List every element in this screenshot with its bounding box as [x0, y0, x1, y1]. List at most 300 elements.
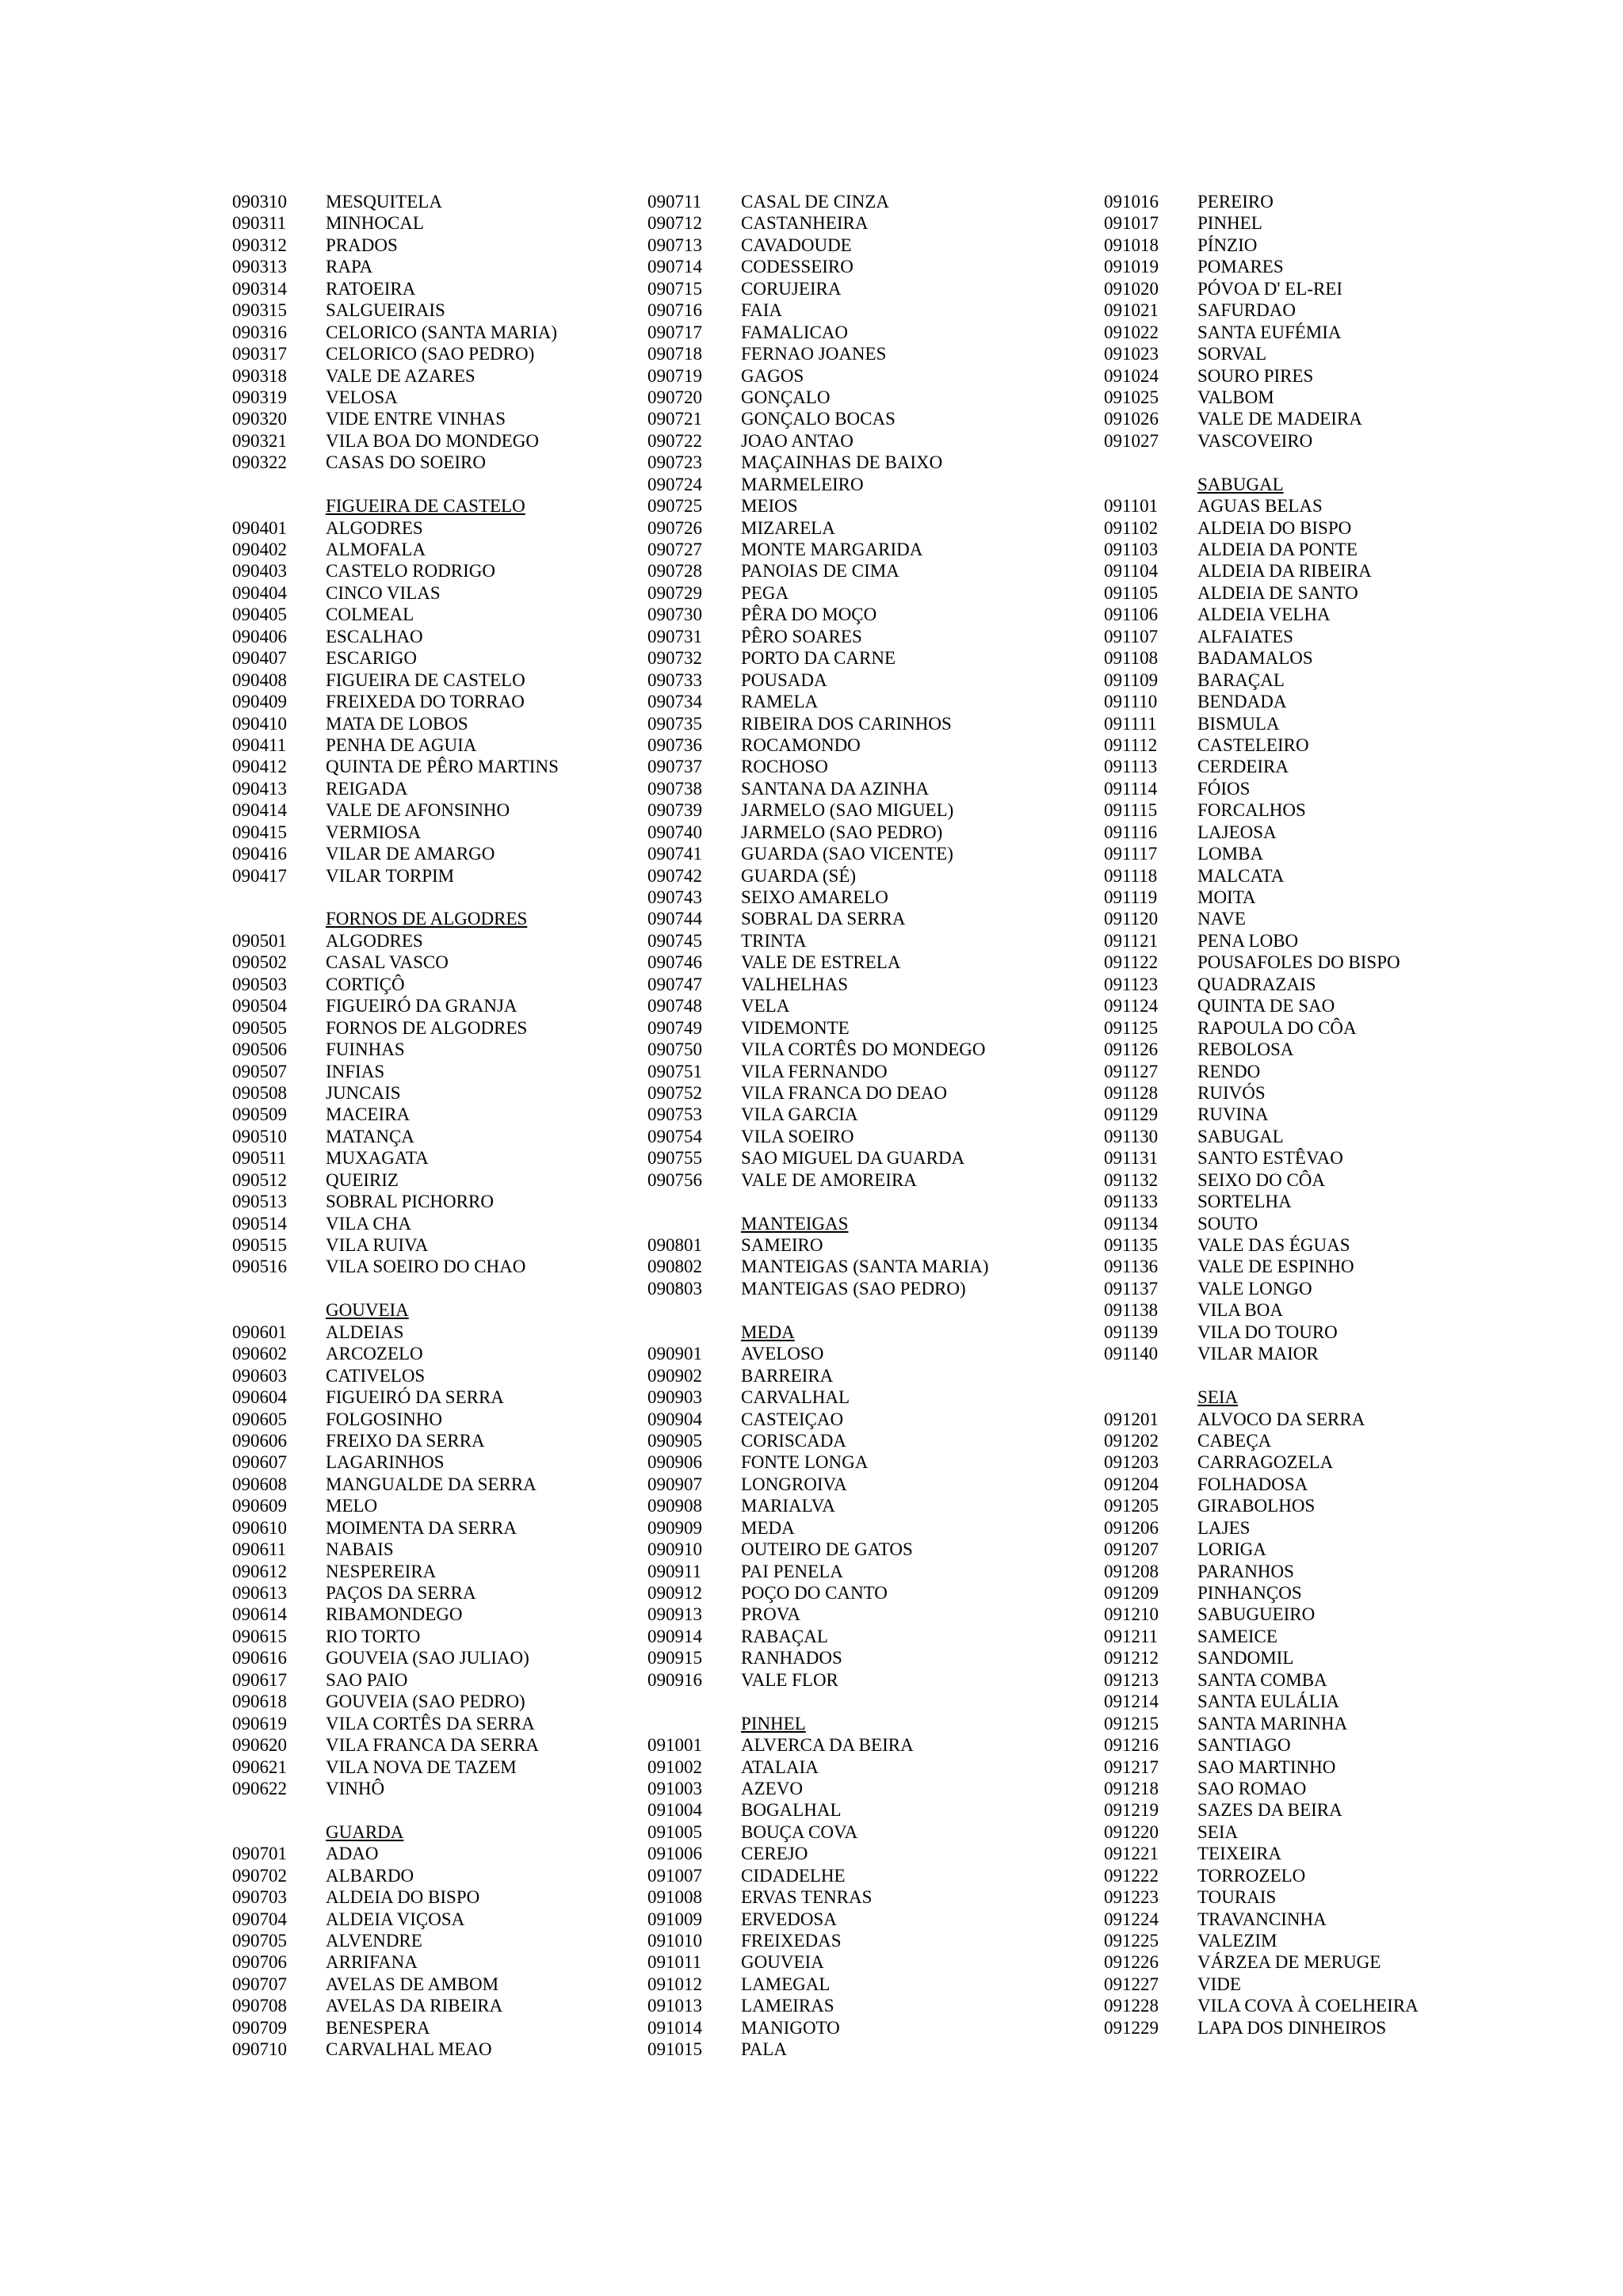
- parish-name: ALDEIA VELHA: [1197, 605, 1331, 625]
- parish-code: 090713: [647, 235, 702, 255]
- parish-code: 090316: [232, 322, 287, 342]
- parish-code: 090315: [232, 300, 287, 321]
- parish-code: 090417: [232, 865, 287, 886]
- parish-name: LAJES: [1197, 1517, 1251, 1538]
- parish-name: FREIXO DA SERRA: [326, 1430, 485, 1451]
- parish-name: AGUAS BELAS: [1197, 496, 1323, 517]
- parish-name: SAO ROMAO: [1197, 1778, 1307, 1798]
- parish-code: 091001: [647, 1735, 702, 1756]
- parish-code: 091139: [1104, 1322, 1159, 1342]
- parish-name: PINHANÇOS: [1197, 1583, 1302, 1603]
- parish-code: 091120: [1104, 909, 1159, 929]
- parish-name: VERMIOSA: [326, 822, 422, 842]
- parish-name: VILA CORTÊS DO MONDEGO: [741, 1039, 986, 1060]
- parish-code: 091224: [1104, 1909, 1159, 1929]
- parish-code: 091015: [647, 2039, 702, 2060]
- parish-name: PAÇOS DA SERRA: [326, 1583, 476, 1603]
- parish-name: MONTE MARGARIDA: [741, 540, 923, 559]
- parish-code: 090410: [232, 713, 287, 734]
- parish-name: SANTA EULÁLIA: [1197, 1691, 1339, 1712]
- parish-code: 090503: [232, 974, 287, 994]
- parish-name: VALE DE MADEIRA: [1197, 409, 1362, 429]
- parish-code: 090910: [647, 1539, 702, 1560]
- parish-code: 091012: [647, 1974, 702, 1994]
- parish-code: 090756: [647, 1169, 702, 1190]
- parish-code: 090320: [232, 409, 287, 429]
- parish-code: 090909: [647, 1517, 702, 1538]
- parish-name: ALDEIA DA PONTE: [1197, 540, 1358, 559]
- parish-code: 090901: [647, 1344, 702, 1364]
- parish-name: MINHOCAL: [326, 213, 424, 234]
- parish-code: 090801: [647, 1235, 702, 1255]
- parish-name: RANHADOS: [741, 1648, 842, 1669]
- parish-code: 090617: [232, 1669, 287, 1690]
- parish-name: ERVAS TENRAS: [741, 1887, 873, 1908]
- parish-name: LOMBA: [1197, 844, 1264, 864]
- parish-name: QUINTA DE SAO: [1197, 996, 1335, 1016]
- parish-code: 090750: [647, 1039, 702, 1060]
- parish-name: ALMOFALA: [326, 540, 426, 559]
- parish-name: RIBEIRA DOS CARINHOS: [741, 713, 952, 734]
- parish-code: 091103: [1104, 540, 1159, 559]
- parish-code: 090609: [232, 1496, 287, 1516]
- parish-code: 090314: [232, 278, 287, 299]
- parish-code: 091131: [1104, 1148, 1159, 1169]
- parish-code: 090716: [647, 300, 702, 321]
- parish-code: 090506: [232, 1039, 287, 1060]
- parish-name: FAIA: [741, 300, 782, 321]
- parish-name: VALE DE ESPINHO: [1197, 1257, 1354, 1277]
- parish-name: GUARDA (SÉ): [741, 865, 857, 886]
- parish-name: VILA FERNANDO: [741, 1061, 888, 1081]
- parish-code: 091017: [1104, 213, 1159, 234]
- parish-name: MANTEIGAS (SANTA MARIA): [741, 1257, 989, 1277]
- parish-code: 091138: [1104, 1300, 1159, 1321]
- parish-name: GIRABOLHOS: [1197, 1496, 1316, 1516]
- municipality-heading: SABUGAL: [1197, 474, 1284, 494]
- parish-code: 091104: [1104, 561, 1159, 582]
- parish-code: 090735: [647, 713, 702, 734]
- parish-name: ALGODRES: [326, 517, 423, 538]
- parish-name: PENHA DE AGUIA: [326, 734, 477, 755]
- parish-code: 090508: [232, 1082, 287, 1103]
- parish-code: 090622: [232, 1778, 287, 1798]
- parish-code: 091112: [1104, 734, 1158, 755]
- parish-name: BARAÇAL: [1197, 669, 1285, 690]
- parish-code: 091125: [1104, 1017, 1159, 1038]
- parish-code: 090501: [232, 930, 287, 951]
- parish-code: 090729: [647, 582, 702, 603]
- parish-code: 091207: [1104, 1539, 1159, 1560]
- parish-name: GOUVEIA: [741, 1952, 824, 1973]
- parish-name: FUINHAS: [326, 1039, 405, 1060]
- parish-code: 090709: [232, 2017, 287, 2038]
- parish-name: ESCALHAO: [326, 626, 423, 646]
- parish-code: 090704: [232, 1909, 287, 1929]
- parish-name: CASAS DO SOEIRO: [326, 452, 486, 473]
- parish-name: VELA: [741, 996, 790, 1016]
- parish-name: ALGODRES: [326, 930, 423, 951]
- municipality-heading: FIGUEIRA DE CASTELO: [326, 496, 525, 517]
- parish-code: 090712: [647, 213, 702, 234]
- parish-code: 090721: [647, 409, 702, 429]
- parish-code: 091210: [1104, 1604, 1159, 1625]
- parish-code: 090730: [647, 605, 702, 625]
- parish-name: ALDEIAS: [326, 1322, 404, 1342]
- parish-code: 091140: [1104, 1344, 1159, 1364]
- parish-name: VIDEMONTE: [741, 1017, 850, 1038]
- parish-code: 090604: [232, 1387, 287, 1408]
- parish-code: 090613: [232, 1583, 287, 1603]
- parish-code: 091137: [1104, 1278, 1159, 1299]
- parish-code: 090743: [647, 887, 702, 907]
- parish-code: 090723: [647, 452, 702, 473]
- parish-name: ERVEDOSA: [741, 1909, 837, 1929]
- parish-code: 090906: [647, 1452, 702, 1473]
- parish-name: ALDEIA DO BISPO: [326, 1887, 480, 1908]
- parish-code: 090742: [647, 865, 702, 886]
- parish-name: CASTELO RODRIGO: [326, 561, 496, 582]
- parish-name: VIDE: [1197, 1974, 1241, 1994]
- parish-code: 091129: [1104, 1104, 1159, 1125]
- parish-name: VIDE ENTRE VINHAS: [326, 409, 506, 429]
- parish-name: VÁRZEA DE MERUGE: [1197, 1952, 1381, 1973]
- parish-code: 091213: [1104, 1669, 1159, 1690]
- parish-name: CODESSEIRO: [741, 257, 854, 277]
- parish-code: 091218: [1104, 1778, 1159, 1798]
- parish-code: 091106: [1104, 605, 1159, 625]
- parish-code: 091135: [1104, 1235, 1159, 1255]
- parish-code: 091019: [1104, 257, 1159, 277]
- parish-code: 090513: [232, 1192, 287, 1212]
- parish-code: 090748: [647, 996, 702, 1016]
- parish-code: 090516: [232, 1257, 287, 1277]
- parish-name: SAO PAIO: [326, 1669, 408, 1690]
- parish-name: PEREIRO: [1197, 192, 1274, 212]
- parish-name: RATOEIRA: [326, 278, 416, 299]
- parish-code: 090908: [647, 1496, 702, 1516]
- parish-code: 090610: [232, 1517, 287, 1538]
- parish-name: BADAMALOS: [1197, 648, 1313, 669]
- parish-name: VILA FRANCA DA SERRA: [326, 1735, 540, 1756]
- parish-name: LORIGA: [1197, 1539, 1266, 1560]
- parish-code: 090416: [232, 844, 287, 864]
- parish-code: 090902: [647, 1365, 702, 1386]
- parish-name: VALE DE AFONSINHO: [326, 800, 510, 821]
- parish-name: VALEZIM: [1197, 1931, 1277, 1951]
- parish-code: 091117: [1104, 844, 1158, 864]
- parish-code: 090504: [232, 996, 287, 1016]
- parish-code: 091118: [1104, 865, 1158, 886]
- parish-code: 090904: [647, 1409, 702, 1429]
- parish-code: 091228: [1104, 1996, 1159, 2016]
- parish-code: 091211: [1104, 1626, 1159, 1646]
- parish-code: 090322: [232, 452, 287, 473]
- parish-code: 090607: [232, 1452, 287, 1473]
- parish-name: FERNAO JOANES: [741, 344, 887, 364]
- parish-code: 091206: [1104, 1517, 1159, 1538]
- parish-code: 090725: [647, 496, 702, 517]
- parish-code: 090319: [232, 387, 287, 407]
- parish-name: VILA BOA: [1197, 1300, 1283, 1321]
- parish-code: 091212: [1104, 1648, 1159, 1669]
- parish-name: VALE DE ESTRELA: [741, 952, 901, 973]
- parish-code: 090505: [232, 1017, 287, 1038]
- parish-name: JARMELO (SAO PEDRO): [741, 822, 943, 842]
- parish-name: ROCHOSO: [741, 757, 828, 777]
- parish-code: 091025: [1104, 387, 1159, 407]
- parish-name: FREIXEDA DO TORRAO: [326, 692, 525, 712]
- parish-name: SANDOMIL: [1197, 1648, 1294, 1669]
- parish-name: LONGROIVA: [741, 1474, 847, 1494]
- parish-code: 091123: [1104, 974, 1159, 994]
- parish-code: 090732: [647, 648, 702, 669]
- parish-name: ADAO: [326, 1844, 379, 1864]
- parish-name: FORCALHOS: [1197, 800, 1306, 821]
- parish-code: 091024: [1104, 365, 1159, 386]
- parish-name: SANTA COMBA: [1197, 1669, 1327, 1690]
- parish-name: SAMEICE: [1197, 1626, 1277, 1646]
- parish-name: RUIVÓS: [1197, 1082, 1266, 1103]
- parish-code: 090726: [647, 517, 702, 538]
- parish-name: POUSADA: [741, 669, 827, 690]
- parish-code: 090737: [647, 757, 702, 777]
- parish-name: CINCO VILAS: [326, 582, 441, 603]
- parish-code: 090618: [232, 1691, 287, 1712]
- parish-code: 090512: [232, 1169, 287, 1190]
- parish-code: 090912: [647, 1583, 702, 1603]
- parish-name: PROVA: [741, 1604, 800, 1625]
- parish-name: ALDEIA DA RIBEIRA: [1197, 561, 1372, 582]
- parish-name: CARRAGOZELA: [1197, 1452, 1334, 1473]
- parish-code: 091002: [647, 1756, 702, 1777]
- parish-name: FIGUEIRÓ DA SERRA: [326, 1387, 504, 1408]
- parish-code: 090701: [232, 1844, 287, 1864]
- parish-code: 091130: [1104, 1126, 1159, 1146]
- parish-code: 091203: [1104, 1452, 1159, 1473]
- parish-code: 091133: [1104, 1192, 1159, 1212]
- parish-name: LAGARINHOS: [326, 1452, 445, 1473]
- parish-code: 091119: [1104, 887, 1158, 907]
- parish-name: ALDEIA VIÇOSA: [326, 1909, 465, 1929]
- parish-name: SANTO ESTÊVAO: [1197, 1148, 1343, 1169]
- parish-name: FORNOS DE ALGODRES: [326, 1017, 528, 1038]
- parish-name: CABEÇA: [1197, 1430, 1272, 1451]
- parish-code: 091004: [647, 1800, 702, 1821]
- parish-name: VILAR DE AMARGO: [326, 844, 495, 864]
- parish-name: VILAR MAIOR: [1197, 1344, 1319, 1364]
- parish-name: PÓVOA D' EL-REI: [1197, 278, 1343, 299]
- parish-name: CAVADOUDE: [741, 235, 852, 255]
- parish-name: SAFURDAO: [1197, 300, 1296, 321]
- parish-name: BENESPERA: [326, 2017, 430, 2038]
- parish-name: VALE DE AMOREIRA: [741, 1169, 917, 1190]
- parish-name: BOUÇA COVA: [741, 1821, 858, 1842]
- parish-name: LAMEGAL: [741, 1974, 831, 1994]
- parish-name: SORTELHA: [1197, 1192, 1292, 1212]
- parish-code: 091214: [1104, 1691, 1159, 1712]
- parish-code: 091229: [1104, 2017, 1159, 2038]
- parish-name: SALGUEIRAIS: [326, 300, 445, 321]
- parish-name: ESCARIGO: [326, 648, 418, 669]
- municipality-heading: GUARDA: [326, 1821, 404, 1842]
- parish-name: FOLHADOSA: [1197, 1474, 1308, 1494]
- parish-code: 091022: [1104, 322, 1159, 342]
- parish-name: RAPA: [326, 257, 373, 277]
- parish-name: SAO MARTINHO: [1197, 1756, 1336, 1777]
- parish-name: SOURO PIRES: [1197, 365, 1314, 386]
- parish-code: 090746: [647, 952, 702, 973]
- parish-code: 090321: [232, 430, 287, 451]
- parish-code: 090911: [647, 1561, 702, 1581]
- parish-name: LAJEOSA: [1197, 822, 1277, 842]
- parish-name: ALFAIATES: [1197, 626, 1293, 646]
- parish-name: CERDEIRA: [1197, 757, 1289, 777]
- parish-name: PALA: [741, 2039, 787, 2060]
- parish-code: 090313: [232, 257, 287, 277]
- parish-name: MANIGOTO: [741, 2017, 840, 2038]
- parish-code: 090407: [232, 648, 287, 669]
- parish-name: SANTA MARINHA: [1197, 1713, 1348, 1733]
- parish-name: FREIXEDAS: [741, 1931, 842, 1951]
- parish-code: 090601: [232, 1322, 287, 1342]
- municipality-heading: PINHEL: [741, 1713, 806, 1733]
- parish-name: CASAL VASCO: [326, 952, 449, 973]
- parish-code: 091209: [1104, 1583, 1159, 1603]
- parish-name: PÊRO SOARES: [741, 626, 862, 646]
- parish-code: 090718: [647, 344, 702, 364]
- parish-name: POÇO DO CANTO: [741, 1583, 888, 1603]
- parish-name: QUADRAZAIS: [1197, 974, 1316, 994]
- parish-code: 090914: [647, 1626, 702, 1646]
- parish-code: 091220: [1104, 1821, 1159, 1842]
- parish-code: 091116: [1104, 822, 1158, 842]
- parish-name: RAMELA: [741, 692, 819, 712]
- parish-code: 090903: [647, 1387, 702, 1408]
- parish-name: TOURAIS: [1197, 1887, 1277, 1908]
- parish-name: GOUVEIA (SAO PEDRO): [326, 1691, 525, 1712]
- parish-code: 090502: [232, 952, 287, 973]
- parish-name: CORUJEIRA: [741, 278, 842, 299]
- parish-name: SOBRAL PICHORRO: [326, 1192, 494, 1212]
- parish-name: MESQUITELA: [326, 192, 442, 212]
- parish-code: 091134: [1104, 1213, 1159, 1234]
- parish-code: 090708: [232, 1996, 287, 2016]
- parish-code: 090741: [647, 844, 702, 864]
- parish-name: FAMALICAO: [741, 322, 849, 342]
- parish-name: VALE FLOR: [741, 1669, 838, 1690]
- parish-code: 090745: [647, 930, 702, 951]
- parish-name: QUINTA DE PÊRO MARTINS: [326, 757, 559, 777]
- parish-name: MIZARELA: [741, 517, 835, 538]
- parish-name: MOITA: [1197, 887, 1256, 907]
- parish-code: 090412: [232, 757, 287, 777]
- parish-code: 091217: [1104, 1756, 1159, 1777]
- parish-name: SANTA EUFÉMIA: [1197, 322, 1342, 342]
- parish-code: 091110: [1104, 692, 1158, 712]
- parish-name: CORISCADA: [741, 1430, 846, 1451]
- parish-name: REBOLOSA: [1197, 1039, 1294, 1060]
- parish-code: 090719: [647, 365, 702, 386]
- parish-code: 090752: [647, 1082, 702, 1103]
- parish-name: BOGALHAL: [741, 1800, 842, 1821]
- parish-code: 090408: [232, 669, 287, 690]
- parish-code: 091023: [1104, 344, 1159, 364]
- parish-name: ARRIFANA: [326, 1952, 418, 1973]
- parish-name: PANOIAS DE CIMA: [741, 561, 899, 582]
- municipality-heading: MEDA: [741, 1322, 795, 1342]
- parish-code: 091005: [647, 1821, 702, 1842]
- parish-name: POUSAFOLES DO BISPO: [1197, 952, 1400, 973]
- parish-name: MALCATA: [1197, 865, 1285, 886]
- parish-name: VILA CORTÊS DA SERRA: [326, 1713, 535, 1733]
- parish-code: 091205: [1104, 1496, 1159, 1516]
- parish-name: RIO TORTO: [326, 1626, 421, 1646]
- parish-code: 090711: [647, 192, 702, 212]
- parish-name: MANTEIGAS (SAO PEDRO): [741, 1278, 966, 1299]
- parish-code: 091114: [1104, 778, 1158, 799]
- parish-name: MARMELEIRO: [741, 474, 864, 494]
- parish-code: 090511: [232, 1148, 287, 1169]
- parish-code: 091115: [1104, 800, 1158, 821]
- parish-code: 090751: [647, 1061, 702, 1081]
- parish-name: PORTO DA CARNE: [741, 648, 896, 669]
- parish-name: QUEIRIZ: [326, 1169, 399, 1190]
- parish-name: SABUGAL: [1197, 1126, 1284, 1146]
- parish-code: 091027: [1104, 430, 1159, 451]
- parish-name: SEIXO AMARELO: [741, 887, 888, 907]
- parish-name: MAÇAINHAS DE BAIXO: [741, 452, 943, 473]
- parish-name: CIDADELHE: [741, 1865, 846, 1886]
- parish-name: PAI PENELA: [741, 1561, 843, 1581]
- parish-code: 090608: [232, 1474, 287, 1494]
- parish-name: FOLGOSINHO: [326, 1409, 442, 1429]
- parish-name: MANGUALDE DA SERRA: [326, 1474, 537, 1494]
- parish-code: 090612: [232, 1561, 287, 1581]
- parish-code: 091216: [1104, 1735, 1159, 1756]
- parish-code: 090621: [232, 1756, 287, 1777]
- parish-name: VILA GARCIA: [741, 1104, 858, 1125]
- parish-code: 090736: [647, 734, 702, 755]
- parish-code: 091011: [647, 1952, 702, 1973]
- parish-name: BISMULA: [1197, 713, 1280, 734]
- parish-name: ALVERCA DA BEIRA: [741, 1735, 914, 1756]
- parish-code: 090509: [232, 1104, 287, 1125]
- parish-name: BARREIRA: [741, 1365, 834, 1386]
- parish-name: CARVALHAL MEAO: [326, 2039, 492, 2060]
- parish-name: ROCAMONDO: [741, 734, 861, 755]
- parish-name: POMARES: [1197, 257, 1284, 277]
- parish-code: 091122: [1104, 952, 1159, 973]
- parish-code: 090728: [647, 561, 702, 582]
- parish-code: 091108: [1104, 648, 1159, 669]
- parish-name: VINHÔ: [326, 1778, 385, 1798]
- parish-code: 090510: [232, 1126, 287, 1146]
- parish-code: 091127: [1104, 1061, 1159, 1081]
- parish-code: 090734: [647, 692, 702, 712]
- parish-code: 090740: [647, 822, 702, 842]
- parish-code: 091013: [647, 1996, 702, 2016]
- parish-code: 091126: [1104, 1039, 1159, 1060]
- parish-code: 090755: [647, 1148, 702, 1169]
- parish-name: MATA DE LOBOS: [326, 713, 468, 734]
- parish-code: 091204: [1104, 1474, 1159, 1494]
- parish-code: 090411: [232, 734, 287, 755]
- parish-name: RIBAMONDEGO: [326, 1604, 463, 1625]
- parish-name: BENDADA: [1197, 692, 1287, 712]
- parish-code: 090605: [232, 1409, 287, 1429]
- parish-code: 090318: [232, 365, 287, 386]
